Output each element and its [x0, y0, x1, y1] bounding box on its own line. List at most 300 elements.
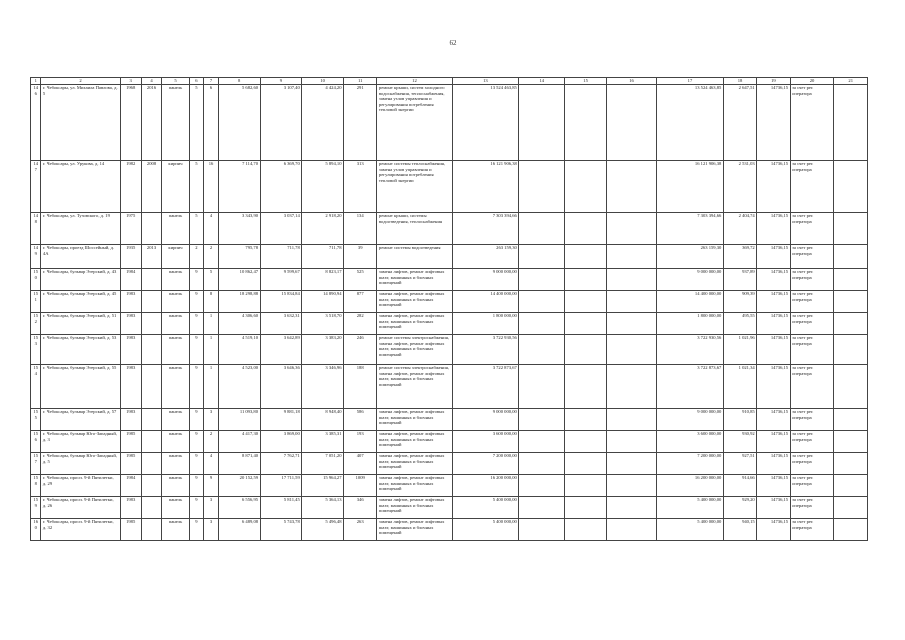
- table-row: [31, 291, 868, 313]
- table-cell: 263 159,30: [452, 245, 519, 269]
- table-cell: [834, 213, 868, 245]
- table-cell: 3 518,70: [302, 313, 344, 335]
- table-cell: 16: [204, 161, 219, 213]
- table-cell: 1983: [120, 365, 141, 409]
- table-cell: замена лифтов, ремонт лифтовых шахт, машинных и блочных помещений: [377, 291, 452, 313]
- table-cell: 20 152,59: [218, 475, 260, 497]
- table-cell: 5 364,13: [302, 497, 344, 519]
- column-number-row: [31, 78, 868, 85]
- table-cell: 3 722 873,67: [452, 365, 519, 409]
- table-cell: 940,15: [723, 519, 756, 541]
- table-cell: 3 383,20: [302, 335, 344, 365]
- table-cell: 5 400 000,00: [657, 519, 724, 541]
- column-number: 16: [606, 78, 656, 85]
- table-cell: 3 346,96: [302, 365, 344, 409]
- table-cell: [141, 519, 162, 541]
- table-cell: за счет рег. оператора: [790, 453, 834, 475]
- table-cell: 18 298,88: [218, 291, 260, 313]
- table-cell: 2: [189, 245, 204, 269]
- table-cell: за счет рег. оператора: [790, 245, 834, 269]
- table-cell: [565, 453, 607, 475]
- table-row: [31, 269, 868, 291]
- table-cell: 1983: [120, 313, 141, 335]
- table-cell: 1: [204, 335, 219, 365]
- table-row: [31, 335, 868, 365]
- table-cell: ремонт системы водоотведения: [377, 245, 452, 269]
- table-cell: 3 722 930,56: [452, 335, 519, 365]
- table-cell: 5 400 000,00: [657, 497, 724, 519]
- table-cell: [565, 213, 607, 245]
- table-cell: 17 711,59: [260, 475, 302, 497]
- table-cell: 5: [189, 85, 204, 161]
- table-cell: [834, 497, 868, 519]
- table-row: [31, 431, 868, 453]
- table-cell: 9: [189, 519, 204, 541]
- table-cell: 9 881,18: [260, 409, 302, 431]
- table-cell: 4 523,00: [218, 365, 260, 409]
- table-cell: 2008: [141, 161, 162, 213]
- table-cell: г. Чебоксары, проезд Шоссейный, д. 4А: [41, 245, 120, 269]
- table-cell: 930,92: [723, 431, 756, 453]
- table-cell: 14 890,94: [302, 291, 344, 313]
- table-cell: 346: [344, 497, 377, 519]
- table-cell: 3 385,31: [302, 431, 344, 453]
- table-cell: [565, 519, 607, 541]
- table-cell: за счет рег. оператора: [790, 409, 834, 431]
- table-cell: 9: [189, 497, 204, 519]
- table-cell: 14736,15: [757, 213, 790, 245]
- table-cell: [519, 313, 565, 335]
- table-cell: 5: [204, 269, 219, 291]
- table-cell: 134: [344, 213, 377, 245]
- table-cell: 1975: [120, 213, 141, 245]
- table-cell: 39: [344, 245, 377, 269]
- table-cell: 2 647,51: [723, 85, 756, 161]
- table-cell: ремонт системы электроснабжения, замена лифтов, ремонт лифтовых шахт, машинных и блочных помещений: [377, 335, 452, 365]
- table-cell: замена лифтов, ремонт лифтовых шахт, машинных и блочных помещений: [377, 519, 452, 541]
- table-cell: 1983: [120, 335, 141, 365]
- table-cell: 3 600 000,00: [452, 431, 519, 453]
- table-cell: 4 519,10: [218, 335, 260, 365]
- table-cell: за счет рег. оператора: [790, 269, 834, 291]
- table-cell: [834, 519, 868, 541]
- table-cell: 877: [344, 291, 377, 313]
- column-number: 17: [657, 78, 724, 85]
- table-cell: 14736,15: [757, 245, 790, 269]
- table-cell: [141, 269, 162, 291]
- table-cell: [519, 245, 565, 269]
- table-cell: [606, 365, 656, 409]
- table-cell: г. Чебоксары, ул. Урукова, д. 14: [41, 161, 120, 213]
- table-cell: 15 834,84: [260, 291, 302, 313]
- table-cell: 9: [189, 365, 204, 409]
- table-cell: [606, 409, 656, 431]
- table-cell: [519, 453, 565, 475]
- table-cell: [519, 365, 565, 409]
- table-cell: г. Чебоксары, бульвар Юго-Западный, д. 5: [41, 453, 120, 475]
- table-cell: панель: [162, 475, 189, 497]
- table-cell: [519, 269, 565, 291]
- table-cell: 9: [189, 431, 204, 453]
- table-cell: 937,89: [723, 269, 756, 291]
- table-cell: 16 200 000,00: [452, 475, 519, 497]
- table-cell: 3 869,00: [260, 431, 302, 453]
- table-cell: 4: [204, 453, 219, 475]
- table-cell: 914,66: [723, 475, 756, 497]
- table-cell: замена лифтов, ремонт лифтовых шахт, машинных и блочных помещений: [377, 409, 452, 431]
- table-cell: [834, 313, 868, 335]
- table-cell: 9: [204, 475, 219, 497]
- table-cell: за счет рег. оператора: [790, 497, 834, 519]
- table-cell: [606, 269, 656, 291]
- table-cell: [565, 475, 607, 497]
- table-row: [31, 453, 868, 475]
- table-cell: 13 524 463,85: [657, 85, 724, 161]
- table-cell: [834, 85, 868, 161]
- table-cell: [519, 497, 565, 519]
- column-number: 3: [120, 78, 141, 85]
- table-cell: [606, 85, 656, 161]
- column-number: 12: [377, 78, 452, 85]
- table-cell: за счет рег. оператора: [790, 519, 834, 541]
- table-cell: ремонт крыши, систем холодного водоснабжения, теплоснабжения, замена узлов управления и регулирования потребления тепловой энергии: [377, 85, 452, 161]
- table-cell: 3 642,89: [260, 335, 302, 365]
- table-cell: [141, 409, 162, 431]
- table-cell: 2 918,20: [302, 213, 344, 245]
- table-cell: 1983: [120, 409, 141, 431]
- table-cell: панель: [162, 269, 189, 291]
- table-cell: 3 722 930,56: [657, 335, 724, 365]
- table-cell: 8: [204, 291, 219, 313]
- table-cell: 146: [31, 85, 41, 161]
- table-cell: панель: [162, 409, 189, 431]
- table-cell: за счет рег. оператора: [790, 85, 834, 161]
- table-cell: 495,55: [723, 313, 756, 335]
- table-cell: [519, 213, 565, 245]
- table-cell: [519, 409, 565, 431]
- table-cell: г. Чебоксары, просп. 9-й Пятилетки, д. 29: [41, 475, 120, 497]
- table-cell: 1935: [120, 245, 141, 269]
- table-cell: [834, 365, 868, 409]
- table-cell: 1984: [120, 269, 141, 291]
- table-cell: [565, 409, 607, 431]
- table-cell: 2013: [141, 245, 162, 269]
- column-number: 21: [834, 78, 868, 85]
- table-cell: 7 051,20: [302, 453, 344, 475]
- table-cell: 16 200 000,00: [657, 475, 724, 497]
- capital-repair-table: [30, 77, 868, 541]
- table-cell: [141, 313, 162, 335]
- table-cell: г. Чебоксары, бульвар Эгерский, д. 57: [41, 409, 120, 431]
- table-cell: замена лифтов, ремонт лифтовых шахт, машинных и блочных помещений: [377, 431, 452, 453]
- table-cell: 4 417,30: [218, 431, 260, 453]
- table-cell: 9 000 000,00: [452, 269, 519, 291]
- table-cell: 3 646,36: [260, 365, 302, 409]
- table-cell: [606, 497, 656, 519]
- table-cell: 4 424,20: [302, 85, 344, 161]
- table-cell: [834, 453, 868, 475]
- column-number: 2: [41, 78, 120, 85]
- table-cell: [141, 475, 162, 497]
- column-number: 10: [302, 78, 344, 85]
- table-cell: [565, 85, 607, 161]
- table-cell: [141, 335, 162, 365]
- table-cell: 2 404,74: [723, 213, 756, 245]
- table-cell: 3 722 873,67: [657, 365, 724, 409]
- table-cell: за счет рег. оператора: [790, 161, 834, 213]
- table-cell: [519, 475, 565, 497]
- table-cell: 7 303 394,66: [657, 213, 724, 245]
- table-cell: 1 021,96: [723, 335, 756, 365]
- table-cell: за счет рег. оператора: [790, 475, 834, 497]
- column-number: 9: [260, 78, 302, 85]
- table-cell: г. Чебоксары, бульвар Эгерский, д. 53: [41, 335, 120, 365]
- table-cell: 7 114,70: [218, 161, 260, 213]
- table-cell: [519, 85, 565, 161]
- table-cell: 5 400 000,00: [452, 519, 519, 541]
- table-cell: панель: [162, 365, 189, 409]
- table-cell: 14736,15: [757, 497, 790, 519]
- table-cell: ремонт системы теплоснабжения, замена узлов управления и регулирования потребления тепловой энергии: [377, 161, 452, 213]
- table-cell: 14736,15: [757, 475, 790, 497]
- table-row: [31, 313, 868, 335]
- table-cell: [519, 291, 565, 313]
- table-cell: 14736,15: [757, 519, 790, 541]
- table-cell: 9 000 000,00: [657, 269, 724, 291]
- table-cell: панель: [162, 85, 189, 161]
- table-row: [31, 161, 868, 213]
- table-cell: [565, 291, 607, 313]
- table-cell: 148: [31, 213, 41, 245]
- table-cell: [606, 475, 656, 497]
- table-cell: 5 496,48: [302, 519, 344, 541]
- table-cell: 159: [31, 497, 41, 519]
- table-cell: 10 862,47: [218, 269, 260, 291]
- table-cell: 14736,15: [757, 409, 790, 431]
- table-cell: кирпич: [162, 161, 189, 213]
- table-cell: 3 632,31: [260, 313, 302, 335]
- table-cell: [606, 245, 656, 269]
- table-cell: г. Чебоксары, бульвар Эгерский, д. 55: [41, 365, 120, 409]
- table-cell: [141, 291, 162, 313]
- table-cell: 14736,15: [757, 335, 790, 365]
- column-number: 18: [723, 78, 756, 85]
- table-cell: [141, 431, 162, 453]
- table-cell: 1 800 000,00: [657, 313, 724, 335]
- table-cell: 407: [344, 453, 377, 475]
- table-cell: 14736,15: [757, 453, 790, 475]
- table-cell: 6: [204, 85, 219, 161]
- table-cell: [565, 245, 607, 269]
- table-cell: 147: [31, 161, 41, 213]
- table-cell: 14736,15: [757, 269, 790, 291]
- table-cell: 156: [31, 431, 41, 453]
- table-cell: [606, 519, 656, 541]
- table-cell: 9: [189, 475, 204, 497]
- column-number: 7: [204, 78, 219, 85]
- table-cell: 5 400 000,00: [452, 497, 519, 519]
- column-number: 14: [519, 78, 565, 85]
- table-cell: 4 306,60: [218, 313, 260, 335]
- table-cell: ремонт системы электроснабжения, замена лифтов, ремонт лифтовых шахт, машинных и блочных помещений: [377, 365, 452, 409]
- table-cell: замена лифтов, ремонт лифтовых шахт, машинных и блочных помещений: [377, 313, 452, 335]
- table-cell: 525: [344, 269, 377, 291]
- table-cell: 1984: [120, 475, 141, 497]
- table-cell: 7 200 000,00: [657, 453, 724, 475]
- table-row: [31, 409, 868, 431]
- table-cell: [834, 335, 868, 365]
- column-number: 20: [790, 78, 834, 85]
- table-cell: [834, 409, 868, 431]
- column-number: 1: [31, 78, 41, 85]
- table-cell: 927,51: [723, 453, 756, 475]
- table-cell: 9: [189, 409, 204, 431]
- table-cell: 14736,15: [757, 85, 790, 161]
- column-number: 5: [162, 78, 189, 85]
- table-cell: 3: [204, 497, 219, 519]
- table-cell: панель: [162, 431, 189, 453]
- table-cell: 16 121 906,38: [657, 161, 724, 213]
- table-cell: замена лифтов, ремонт лифтовых шахт, машинных и блочных помещений: [377, 475, 452, 497]
- table-cell: 9: [189, 291, 204, 313]
- table-cell: 1968: [120, 85, 141, 161]
- table-cell: 153: [31, 335, 41, 365]
- table-cell: панель: [162, 453, 189, 475]
- table-cell: 149: [31, 245, 41, 269]
- table-cell: г. Чебоксары, бульвар Эгерский, д. 43: [41, 269, 120, 291]
- table-cell: [141, 497, 162, 519]
- table-cell: 2016: [141, 85, 162, 161]
- table-cell: 14736,15: [757, 161, 790, 213]
- column-number: 4: [141, 78, 162, 85]
- table-cell: 14736,15: [757, 365, 790, 409]
- table-cell: 193: [344, 431, 377, 453]
- table-cell: 188: [344, 365, 377, 409]
- table-cell: панель: [162, 335, 189, 365]
- table-cell: [606, 161, 656, 213]
- table-cell: 5: [189, 161, 204, 213]
- table-cell: [565, 161, 607, 213]
- table-cell: [519, 519, 565, 541]
- table-cell: 2: [204, 245, 219, 269]
- table-cell: 7 762,71: [260, 453, 302, 475]
- table-cell: [606, 431, 656, 453]
- table-cell: 909,39: [723, 291, 756, 313]
- table-cell: панель: [162, 291, 189, 313]
- table-cell: 8 823,17: [302, 269, 344, 291]
- table-cell: панель: [162, 497, 189, 519]
- table-cell: 8 948,40: [302, 409, 344, 431]
- table-cell: 1985: [120, 519, 141, 541]
- table-cell: [834, 161, 868, 213]
- table-cell: [565, 365, 607, 409]
- table-cell: 929,20: [723, 497, 756, 519]
- table-cell: г. Чебоксары, просп. 9-й Пятилетки, д. 32: [41, 519, 120, 541]
- table-cell: замена лифтов, ремонт лифтовых шахт, машинных и блочных помещений: [377, 269, 452, 291]
- table-cell: 14736,15: [757, 291, 790, 313]
- table-cell: 9 599,67: [260, 269, 302, 291]
- table-cell: 586: [344, 409, 377, 431]
- table-row: [31, 365, 868, 409]
- table-cell: [519, 335, 565, 365]
- table-cell: 9: [189, 335, 204, 365]
- table-cell: [565, 335, 607, 365]
- table-cell: [141, 365, 162, 409]
- table-cell: 1983: [120, 291, 141, 313]
- table-cell: панель: [162, 313, 189, 335]
- table-cell: [834, 269, 868, 291]
- table-cell: 795,78: [218, 245, 260, 269]
- table-cell: 9: [189, 453, 204, 475]
- table-cell: 2 531,03: [723, 161, 756, 213]
- table-cell: 154: [31, 365, 41, 409]
- column-number: 19: [757, 78, 790, 85]
- table-cell: 14 400 000,00: [657, 291, 724, 313]
- table-cell: 3 107,40: [260, 85, 302, 161]
- table-cell: 155: [31, 409, 41, 431]
- table-row: [31, 497, 868, 519]
- table-row: [31, 519, 868, 541]
- table-cell: [606, 213, 656, 245]
- table-cell: 3 037,14: [260, 213, 302, 245]
- table-cell: 7 200 000,00: [452, 453, 519, 475]
- table-row: [31, 213, 868, 245]
- column-number: 8: [218, 78, 260, 85]
- table-cell: [606, 313, 656, 335]
- table-cell: [565, 313, 607, 335]
- table-cell: 9: [189, 269, 204, 291]
- table-cell: 4: [204, 213, 219, 245]
- table-cell: за счет рег. оператора: [790, 335, 834, 365]
- table-cell: 369,72: [723, 245, 756, 269]
- table-cell: 1009: [344, 475, 377, 497]
- column-number: 13: [452, 78, 519, 85]
- table-cell: 1982: [120, 161, 141, 213]
- table-cell: 5 743,78: [260, 519, 302, 541]
- table-cell: г. Чебоксары, бульвар Эгерский, д. 45: [41, 291, 120, 313]
- table-cell: [141, 453, 162, 475]
- table-cell: г. Чебоксары, ул. Тузовского, д. 19: [41, 213, 120, 245]
- table-cell: 1983: [120, 497, 141, 519]
- table-cell: 6 489,08: [218, 519, 260, 541]
- column-number: 11: [344, 78, 377, 85]
- table-cell: 1 021,34: [723, 365, 756, 409]
- table-cell: 9 000 000,00: [452, 409, 519, 431]
- table-cell: [565, 431, 607, 453]
- table-cell: 5: [189, 213, 204, 245]
- table-cell: 263: [344, 519, 377, 541]
- table-cell: г. Чебоксары, бульвар Эгерский, д. 51: [41, 313, 120, 335]
- table-cell: 7 303 394,66: [452, 213, 519, 245]
- table-cell: 14 400 000,00: [452, 291, 519, 313]
- table-cell: за счет рег. оператора: [790, 291, 834, 313]
- table-cell: [834, 431, 868, 453]
- table-cell: за счет рег. оператора: [790, 213, 834, 245]
- table-cell: 1985: [120, 453, 141, 475]
- table-cell: 291: [344, 85, 377, 161]
- table-cell: [141, 213, 162, 245]
- table-cell: г. Чебоксары, ул. Михаила Павлова, д. 5: [41, 85, 120, 161]
- table-cell: 152: [31, 313, 41, 335]
- table-cell: 1: [204, 365, 219, 409]
- table-cell: 3 343,90: [218, 213, 260, 245]
- table-cell: 1985: [120, 431, 141, 453]
- table-cell: замена лифтов, ремонт лифтовых шахт, машинных и блочных помещений: [377, 497, 452, 519]
- table-cell: [565, 269, 607, 291]
- table-cell: 15 964,27: [302, 475, 344, 497]
- table-cell: 313: [344, 161, 377, 213]
- table-cell: 9 000 000,00: [657, 409, 724, 431]
